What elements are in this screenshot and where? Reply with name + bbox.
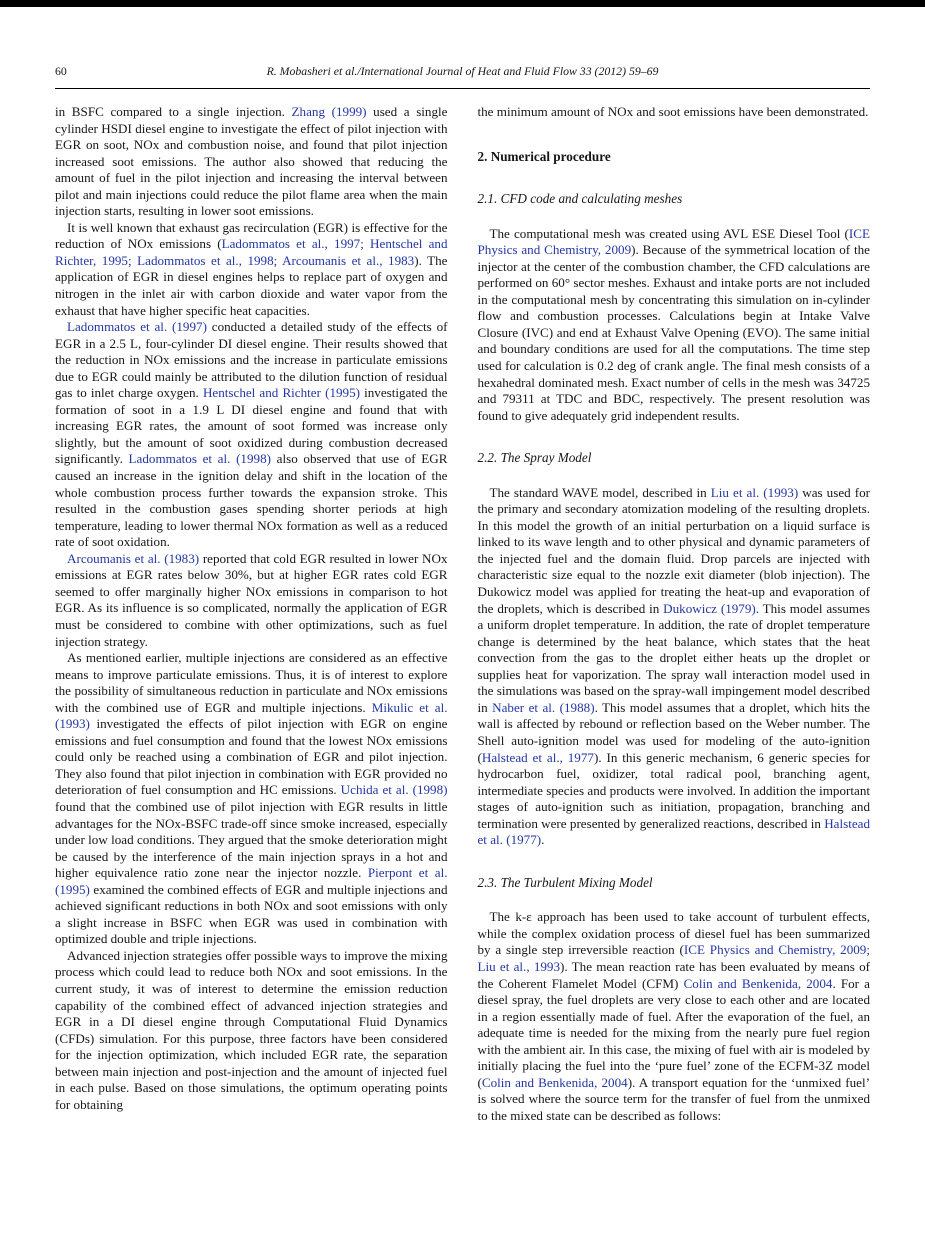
running-head: R. Mobasheri et al./International Journal of Heat and Fluid Flow 33 (2012) 59–69 xyxy=(266,64,659,78)
column-left xyxy=(55,104,448,1124)
text-run: ). The mean reaction rate has been evaluated by means of the Coherent Flamelet Model (CFM) xyxy=(477,958,870,991)
subsection-heading: 2.3. The Turbulent Mixing Model xyxy=(477,874,653,890)
citation-link[interactable]: Ladommatos et al. (1997) xyxy=(67,319,207,335)
paragraph xyxy=(478,104,871,121)
page-top-edge xyxy=(0,0,925,7)
paragraph xyxy=(55,551,448,650)
paragraph xyxy=(55,650,448,948)
text-run: used a single cylinder HSDI diesel engine to investigate the effect of pilot injection with EGR on soot, NOx and combustion noise, and found that pilot injection increased soot emissions. The author also showed that reducing the amount of fuel in the pilot injection and increasing the interval between pilot and main injections could reduce the pilot flame area when the main injection starts, resulting in lower soot emissions. xyxy=(55,104,448,219)
text-run: . This model assumes that a droplet, which hits the wall is affected by rebound or reflection based on the Weber number. The Shell auto-ignition model was used for modeling of the auto-ignition ( xyxy=(477,699,870,765)
subsection-heading: 2.2. The Spray Model xyxy=(477,450,592,466)
citation-link[interactable]: Liu et al. (1993) xyxy=(710,484,799,500)
text-run: It is well known that exhaust gas recirculation (EGR) is effective for the reduction of NOx emissions ( xyxy=(55,219,448,252)
column-right xyxy=(478,104,871,1124)
citation-link[interactable]: Dukowicz (1979) xyxy=(663,600,756,616)
citation-link[interactable]: Zhang (1999) xyxy=(291,104,367,119)
paragraph xyxy=(478,226,871,425)
text-run: also observed that use of EGR caused an increase in the ignition delay and shift in the location of the whole combustion process further towards the expansion stroke. This resulted in the combustion gases spending shorter periods at high temperature, leading to lower thermal NOx formation as well as a reduced rate of soot oxidation. xyxy=(55,451,448,550)
citation-link[interactable]: Colin and Benkenida, 2004 xyxy=(481,1074,628,1090)
text-run: was used for the primary and secondary atomization modeling of the resulting droplets. In this model the growth of an initial perturbation on a liquid surface is linked to its wave length and to other physical and dynamic parameters of the injected fuel and the domain fluid. Drop parcels are injected with characteristic size equal to the nozzle exit diameter (blob injection). The Dukowicz model was applied for treating the heat-up and evaporation of the droplets, which is described in xyxy=(477,484,870,616)
text-run: As mentioned earlier, multiple injections are considered as an effective means to improve particulate emissions. Thus, it is of interest to explore the possibility of simultaneous reduction in particulate and NOx emissions with the combined use of EGR and multiple injections. xyxy=(55,650,448,715)
paragraph xyxy=(55,948,448,1113)
text-run: ). In this generic mechanism, 6 generic species for hydrocarbon fuel, oxidizer, total radical pool, branching agent, intermediate species and products were involved. In addition the important stages of auto-ignition such as initiation, propagation, branching and termination were presented by generalized reactions, described in xyxy=(477,749,871,831)
text-run: Advanced injection strategies offer possible ways to improve the mixing process which could lead to reduce both NOx and soot emissions. In the current study, it was of interest to determine the emission reduction capability of the combined effect of advanced injection strategies and EGR in a DI diesel engine through Computational Fluid Dynamics (CFDs) simulation. For this purpose, three factors have been considered for the injection optimization, which included EGR rate, the separation between main injection and post-injection and the amount of injected fuel in each pulse. Based on those simulations, the optimum operating points for obtaining xyxy=(55,947,448,1112)
text-run: examined the combined effects of EGR and multiple injections and achieved significant reductions in both NOx and soot emissions with only a slight increase in BSFC when EGR was used in combination with optimized double and triple injections. xyxy=(55,881,448,947)
text-run: . For a diesel spray, the fuel droplets are very close to each other and are located in a region essentially made of fuel. After the evaporation of the fuel, an adequate time is needed for the mixing from the nearly pure fuel region with the ambient air. In this case, the mixing of fuel with air is modeled by initially placing the fuel into the ‘pure fuel’ zone of the ECFM-3Z model ( xyxy=(477,975,870,1090)
text-run: ). Because of the symmetrical location of the injector at the center of the combustion chamber, the CFD calculations are performed on 60° sector meshes. Exhaust and intake ports are not included in the computational mesh by concentrating this simulation on in-cylinder flow and combustion processes. Calculations begin at Intake Valve Closure (IVC) and end at Exhaust Valve Opening (EVO). The same initial and boundary conditions are used for all the computations. The time step used for calculation is 0.2 deg of crank angle. The final mesh consists of a hexahedral dominated mesh. Exact number of cells in the mesh was 34725 and 79311 at TDC and BDC, respectively. The present resolution was found to give adequately grid independent results. xyxy=(477,242,870,423)
paragraph xyxy=(55,220,448,319)
text-run: . This model assumes a uniform droplet temperature. In addition, the rate of droplet temperature change is determined by the heat balance, which states that the heat convection from the gas to the droplet either heats up the droplet or supplies heat for vaporization. The spray wall interaction model used in the simulations was based on the spray-wall impingement model described in xyxy=(477,600,870,715)
text-run: The computational mesh was created using AVL ESE Diesel Tool ( xyxy=(489,225,849,241)
text-run: investigated the formation of soot in a 1.9 L DI diesel engine and found that with increasing EGR rates, the amount of soot formed was increase only slightly, but the amount of soot oxidized during combustion decreased significantly. xyxy=(55,385,448,467)
citation-link[interactable]: Hentschel and Richter (1995) xyxy=(202,385,360,401)
paragraph xyxy=(478,909,871,1124)
page-header xyxy=(0,0,925,88)
text-run: in BSFC compared to a single injection. xyxy=(55,104,292,119)
text-run: found that the combined use of pilot injection with EGR results in little advantages for the NOx-BSFC trade-off since smoke increased, especially under low load conditions. They argued that the smoke deterioration might be caused by the interference of the main injection sprays in a hot and higher equivalence ratio zone near the injector nozzle. xyxy=(55,798,448,881)
citation-link[interactable]: Colin and Benkenida, 2004 xyxy=(683,975,833,991)
text-run: . xyxy=(541,832,545,848)
citation-link[interactable]: Arcoumanis et al. (1983) xyxy=(67,550,200,566)
text-run: reported that cold EGR resulted in lower NOx emissions at EGR rates below 30%, but at higher EGR rates cold EGR seemed to offer marginally higher NOx emissions in comparison to hot EGR. As its influence is so complicated, normally the application of EGR must be considered to combine with other optimizations, such as fuel injection strategy. xyxy=(55,550,448,649)
citation-link[interactable]: Ladommatos et al., 1997; Hentschel and Richter, 1995; Ladommatos et al., 1998; Arcoumanis et al., 1983 xyxy=(55,236,448,268)
section-heading: 2. Numerical procedure xyxy=(477,148,611,164)
subsection-heading: 2.1. CFD code and calculating meshes xyxy=(477,191,683,207)
article-body xyxy=(0,89,925,1124)
citation-link[interactable]: Naber et al. (1988) xyxy=(492,699,595,715)
paragraph xyxy=(55,104,448,220)
citation-link[interactable]: Uchida et al. (1998) xyxy=(340,782,448,798)
citation-link[interactable]: ICE Physics and Chemistry, 2009 xyxy=(477,225,870,258)
text-run: ). A transport equation for the ‘unmixed fuel’ is solved where the source term for the transfer of fuel from the unmixed to the mixed state can be described as follows: xyxy=(477,1074,870,1123)
text-run: The standard WAVE model, described in xyxy=(489,484,711,500)
citation-link[interactable]: ICE Physics and Chemistry, 2009; Liu et al., 1993 xyxy=(477,942,870,974)
paragraph xyxy=(478,485,871,849)
text-run: ). The application of EGR in diesel engines helps to replace part of oxygen and nitrogen in the inlet air with carbon dioxide and water vapor from the exhaust that have higher specific heat capacities. xyxy=(55,252,448,318)
citation-link[interactable]: Mikulic et al. (1993) xyxy=(55,699,448,732)
citation-link[interactable]: Halstead et al., 1977 xyxy=(481,749,594,765)
paragraph xyxy=(55,319,448,551)
text-run: investigated the effects of pilot injection with EGR on engine emissions and fuel consumption and found that the lowest NOx emissions could only be reached using a combination of EGR and pilot injection. They also found that pilot injection in combination with EGR provided no deterioration of fuel consumption and HC emissions. xyxy=(55,716,448,798)
citation-link[interactable]: Pierpont et al. (1995) xyxy=(55,865,448,897)
text-run: The k-ε approach has been used to take account of turbulent effects, while the complex oxidation process of diesel fuel has been summarized by a single step irreversible reaction ( xyxy=(477,909,870,958)
text-run: the minimum amount of NOx and soot emissions have been demonstrated. xyxy=(477,104,869,119)
citation-link[interactable]: Ladommatos et al. (1998) xyxy=(128,451,271,467)
citation-link[interactable]: Halstead et al. (1977) xyxy=(477,815,870,848)
text-run: conducted a detailed study of the effects of EGR in a 2.5 L, four-cylinder DI diesel engine. Their results showed that the reduction in NOx emissions and the increase in particulate emissions due to EGR could mainly be attributed to the dilution function of residual gas to inlet charge oxygen. xyxy=(55,319,448,401)
page-number: 60 xyxy=(55,64,67,78)
